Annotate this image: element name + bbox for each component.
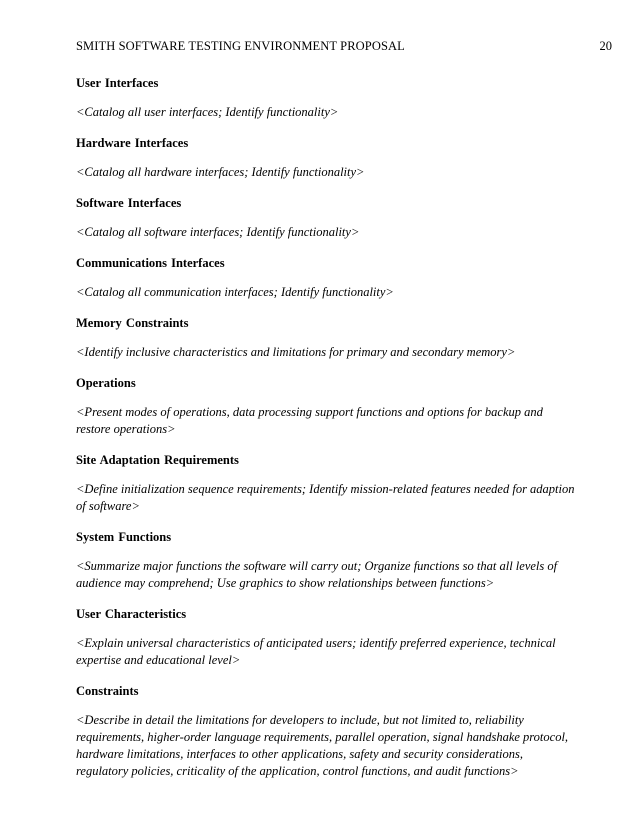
section-text: <Identify inclusive characteristics and limitations for primary and secondary memory> [76, 345, 516, 359]
section-heading: Software Interfaces [76, 196, 182, 210]
section-text: <Catalog all software interfaces; Identify functionality> [76, 225, 360, 239]
page-number: 20 [599, 39, 612, 53]
section-text: <Summarize major functions the software will carry out; Organize functions so that all levels of audience may comprehend; Use graphics to show relationships between functions> [76, 559, 558, 590]
section-memory-constraints [76, 315, 576, 361]
section-heading: Site Adaptation Requirements [76, 453, 239, 467]
document-body [76, 75, 576, 794]
section-system-functions [76, 529, 576, 592]
section-heading: User Characteristics [76, 607, 187, 621]
section-operations [76, 375, 576, 438]
section-heading: Constraints [76, 684, 139, 698]
section-user-characteristics [76, 606, 576, 669]
section-text: <Explain universal characteristics of anticipated users; identify preferred experience, technical expertise and educational level> [76, 636, 556, 667]
section-text: <Catalog all user interfaces; Identify functionality> [76, 105, 339, 119]
section-text: <Catalog all hardware interfaces; Identify functionality> [76, 165, 365, 179]
section-communications-interfaces [76, 255, 576, 301]
running-head: SMITH SOFTWARE TESTING ENVIRONMENT PROPOSAL [76, 39, 405, 53]
section-hardware-interfaces [76, 135, 576, 181]
section-text: <Describe in detail the limitations for developers to include, but not limited to, reliability requirements, higher-order language requirements, parallel operation, signal handshake protocol, hardware limitations, interfaces to other applications, safety and security considerations, regulatory policies, criticality of the application, control functions, and audit functions> [76, 713, 569, 778]
section-site-adaptation-requirements [76, 452, 576, 515]
section-text: <Present modes of operations, data processing support functions and options for backup and restore operations> [76, 405, 543, 436]
section-heading: Communications Interfaces [76, 256, 225, 270]
section-heading: User Interfaces [76, 76, 159, 90]
section-heading: Hardware Interfaces [76, 136, 189, 150]
section-heading: Memory Constraints [76, 316, 189, 330]
section-user-interfaces [76, 75, 576, 121]
section-text: <Catalog all communication interfaces; Identify functionality> [76, 285, 394, 299]
section-constraints [76, 683, 576, 780]
section-heading: Operations [76, 376, 136, 390]
section-software-interfaces [76, 195, 576, 241]
section-heading: System Functions [76, 530, 172, 544]
section-text: <Define initialization sequence requirements; Identify mission-related features needed for adaption of software> [76, 482, 575, 513]
